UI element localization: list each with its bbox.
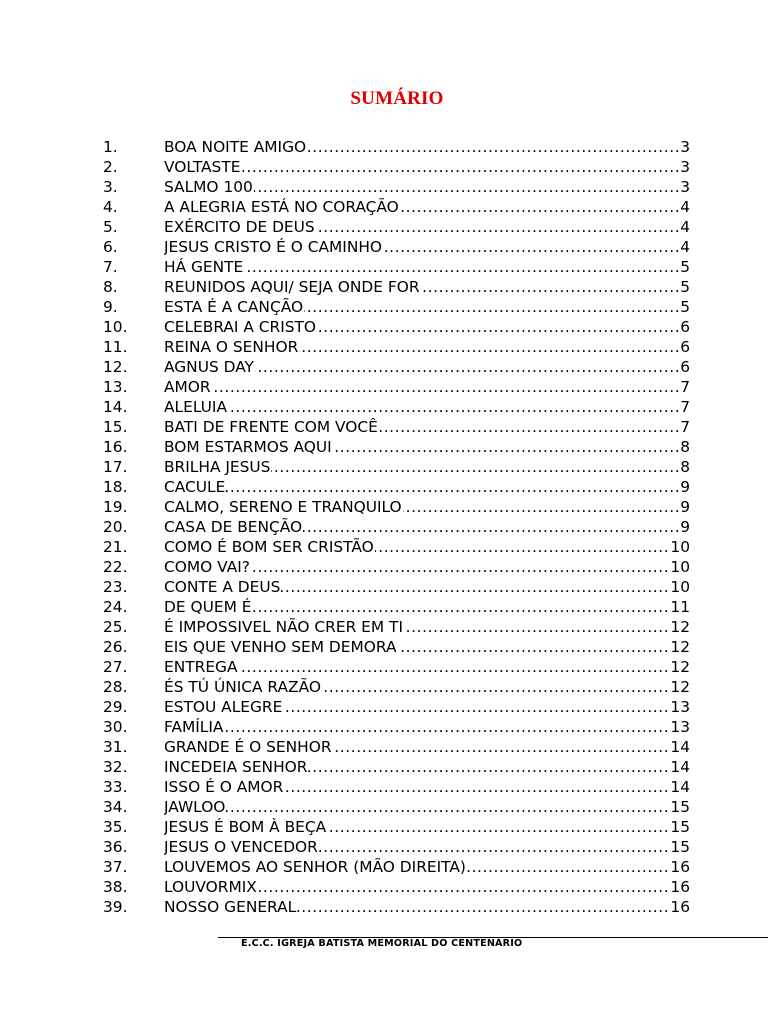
- dot-leader: [164, 377, 690, 397]
- toc-entry: [0, 177, 768, 197]
- toc-entry-page-number: 4: [680, 198, 690, 216]
- toc-entry-page-number: 4: [680, 218, 690, 236]
- toc-entry-line: [164, 617, 690, 637]
- toc-entry-title: BOM ESTARMOS AQUI: [164, 438, 332, 456]
- toc-entry-page-number: 12: [670, 638, 690, 656]
- toc-entry: [0, 877, 768, 897]
- toc-entry-title: INCEDEIA SENHOR: [164, 758, 308, 776]
- toc-entry-title: ÉS TÚ ÚNICA RAZÃO: [164, 678, 321, 696]
- toc-entry-page-number: 6: [680, 358, 690, 376]
- toc-entry-page-number: 3: [680, 178, 690, 196]
- toc-entry-number: 24.: [103, 598, 128, 616]
- toc-entry-number: 19.: [103, 498, 128, 516]
- toc-entry-number: 29.: [103, 698, 128, 716]
- toc-entry: [0, 497, 768, 517]
- toc-entry-title: ESTA É A CANÇÃO: [164, 298, 304, 316]
- toc-entry-title: AMOR: [164, 378, 211, 396]
- toc-entry-line: [164, 437, 690, 457]
- toc-entry: [0, 797, 768, 817]
- toc-entry-page-number: 10: [670, 538, 690, 556]
- toc-entry-page-number: 5: [680, 278, 690, 296]
- toc-entry-page-number: 16: [670, 878, 690, 896]
- toc-entry-page-number: 14: [670, 738, 690, 756]
- toc-entry-number: 25.: [103, 618, 128, 636]
- toc-entry-line: [164, 857, 690, 877]
- toc-entry-line: [164, 897, 690, 917]
- toc-entry: [0, 517, 768, 537]
- toc-entry: [0, 897, 768, 917]
- toc-entry-page-number: 12: [670, 678, 690, 696]
- toc-entry-title: DE QUEM É: [164, 598, 252, 616]
- toc-entry-line: [164, 277, 690, 297]
- toc-entry: [0, 137, 768, 157]
- toc-entry-line: [164, 357, 690, 377]
- toc-entry-title: GRANDE É O SENHOR: [164, 738, 332, 756]
- toc-entry-page-number: 4: [680, 238, 690, 256]
- toc-entry-title: BOA NOITE AMIGO: [164, 138, 307, 156]
- toc-entry: [0, 357, 768, 377]
- toc-entry: [0, 317, 768, 337]
- dot-leader: [164, 657, 690, 677]
- toc-entry-number: 33.: [103, 778, 128, 796]
- toc-entry: [0, 737, 768, 757]
- toc-entry-title: VOLTASTE: [164, 158, 241, 176]
- toc-entry-title: REUNIDOS AQUI/ SEJA ONDE FOR: [164, 278, 420, 296]
- toc-entry-title: CALMO, SERENO E TRANQUILO: [164, 498, 402, 516]
- toc-entry-page-number: 14: [670, 778, 690, 796]
- toc-entry-line: [164, 557, 690, 577]
- toc-entry-page-number: 13: [670, 718, 690, 736]
- toc-entry-title: ENTREGA: [164, 658, 238, 676]
- toc-entry: [0, 297, 768, 317]
- toc-entry: [0, 837, 768, 857]
- toc-entry-line: [164, 237, 690, 257]
- toc-entry-number: 15.: [103, 418, 128, 436]
- toc-entry-number: 39.: [103, 898, 128, 916]
- toc-entry-number: 14.: [103, 398, 128, 416]
- toc-entry-title: JESUS É BOM À BEÇA: [164, 818, 327, 836]
- toc-entry-line: [164, 877, 690, 897]
- toc-entry-title: EIS QUE VENHO SEM DEMORA: [164, 638, 397, 656]
- toc-entry: [0, 397, 768, 417]
- toc-entry-line: [164, 777, 690, 797]
- toc-entry-title: CONTE A DEUS: [164, 578, 281, 596]
- toc-entry-line: [164, 497, 690, 517]
- toc-entry-line: [164, 757, 690, 777]
- toc-entry-page-number: 15: [670, 798, 690, 816]
- toc-entry-title: BRILHA JESUS: [164, 458, 271, 476]
- toc-entry-page-number: 13: [670, 698, 690, 716]
- toc-entry-page-number: 9: [680, 478, 690, 496]
- toc-entry-page-number: 15: [670, 818, 690, 836]
- toc-entry-line: [164, 717, 690, 737]
- toc-entry-title: JESUS O VENCEDOR: [164, 838, 318, 856]
- toc-entry-page-number: 11: [670, 598, 690, 616]
- toc-entry-title: FAMÍLIA: [164, 718, 224, 736]
- toc-entry-number: 11.: [103, 338, 128, 356]
- toc-entry-page-number: 10: [670, 578, 690, 596]
- toc-entry-title: BATI DE FRENTE COM VOCÊ: [164, 418, 378, 436]
- toc-entry-number: 28.: [103, 678, 128, 696]
- toc-entry-title: ALELUIA: [164, 398, 227, 416]
- toc-entry-title: CACULE: [164, 478, 226, 496]
- toc-entry-line: [164, 597, 690, 617]
- toc-entry-line: [164, 817, 690, 837]
- toc-entry-number: 5.: [103, 218, 118, 236]
- toc-entry: [0, 377, 768, 397]
- toc-entry: [0, 597, 768, 617]
- toc-entry-number: 6.: [103, 238, 118, 256]
- toc-entry-number: 7.: [103, 258, 118, 276]
- toc-entry-page-number: 10: [670, 558, 690, 576]
- toc-entry-title: JESUS CRISTO É O CAMINHO: [164, 238, 383, 256]
- page-title: SUMÁRIO: [350, 88, 444, 109]
- toc-entry-number: 23.: [103, 578, 128, 596]
- toc-entry-line: [164, 677, 690, 697]
- toc-entry-number: 10.: [103, 318, 128, 336]
- dot-leader: [164, 797, 690, 817]
- toc-entry-number: 8.: [103, 278, 118, 296]
- toc-entry-number: 38.: [103, 878, 128, 896]
- toc-entry-page-number: 7: [680, 418, 690, 436]
- toc-entry-number: 4.: [103, 198, 118, 216]
- toc-entry-page-number: 12: [670, 658, 690, 676]
- toc-entry-line: [164, 137, 690, 157]
- toc-entry-number: 12.: [103, 358, 128, 376]
- toc-entry-title: COMO É BOM SER CRISTÃO: [164, 538, 374, 556]
- toc-entry: [0, 157, 768, 177]
- toc-entry-title: ISSO É O AMOR: [164, 778, 284, 796]
- toc-entry-title: LOUVORMIX: [164, 878, 257, 896]
- toc-entry: [0, 657, 768, 677]
- toc-entry-line: [164, 217, 690, 237]
- toc-entry-line: [164, 537, 690, 557]
- toc-entry-title: COMO VAI?: [164, 558, 250, 576]
- toc-entry-title: REINA O SENHOR: [164, 338, 299, 356]
- dot-leader: [164, 157, 690, 177]
- dot-leader: [164, 477, 690, 497]
- table-of-contents: [0, 137, 768, 917]
- toc-entry-title: JAWLOO: [164, 798, 226, 816]
- toc-entry-title: NOSSO GENERAL: [164, 898, 297, 916]
- toc-entry: [0, 777, 768, 797]
- toc-entry-line: [164, 177, 690, 197]
- toc-entry-line: [164, 317, 690, 337]
- toc-entry-page-number: 8: [680, 438, 690, 456]
- toc-entry: [0, 477, 768, 497]
- toc-entry: [0, 857, 768, 877]
- toc-entry-title: A ALEGRIA ESTÁ NO CORAÇÃO: [164, 198, 399, 216]
- toc-entry-number: 9.: [103, 298, 118, 316]
- toc-entry: [0, 417, 768, 437]
- toc-entry-title: É IMPOSSIVEL NÃO CRER EM TI: [164, 618, 403, 636]
- toc-entry-number: 32.: [103, 758, 128, 776]
- toc-entry-title: CASA DE BENÇÃO: [164, 518, 303, 536]
- toc-entry-line: [164, 417, 690, 437]
- toc-entry-number: 34.: [103, 798, 128, 816]
- toc-entry-line: [164, 337, 690, 357]
- toc-entry: [0, 197, 768, 217]
- toc-entry-title: SALMO 100: [164, 178, 253, 196]
- toc-entry-number: 1.: [103, 138, 118, 156]
- toc-entry-page-number: 16: [670, 858, 690, 876]
- toc-entry: [0, 337, 768, 357]
- toc-entry: [0, 757, 768, 777]
- toc-entry: [0, 617, 768, 637]
- toc-entry-page-number: 9: [680, 518, 690, 536]
- toc-entry-page-number: 14: [670, 758, 690, 776]
- toc-entry-number: 20.: [103, 518, 128, 536]
- toc-entry-number: 2.: [103, 158, 118, 176]
- toc-entry-line: [164, 397, 690, 417]
- toc-entry-number: 17.: [103, 458, 128, 476]
- toc-entry-page-number: 7: [680, 398, 690, 416]
- toc-entry-number: 36.: [103, 838, 128, 856]
- toc-entry: [0, 437, 768, 457]
- toc-entry-page-number: 5: [680, 258, 690, 276]
- toc-entry-page-number: 3: [680, 158, 690, 176]
- toc-entry-page-number: 12: [670, 618, 690, 636]
- toc-entry-line: [164, 517, 690, 537]
- toc-entry-line: [164, 457, 690, 477]
- dot-leader: [164, 397, 690, 417]
- toc-entry: [0, 717, 768, 737]
- toc-entry-number: 35.: [103, 818, 128, 836]
- toc-entry-page-number: 6: [680, 318, 690, 336]
- toc-entry-number: 30.: [103, 718, 128, 736]
- toc-entry-line: [164, 197, 690, 217]
- toc-entry-page-number: 5: [680, 298, 690, 316]
- page-footer: E.C.C. IGREJA BATISTA MEMORIAL DO CENTENÁRIO: [241, 938, 523, 949]
- toc-entry-title: CELEBRAI A CRISTO: [164, 318, 317, 336]
- toc-entry-page-number: 15: [670, 838, 690, 856]
- toc-entry-title: ESTOU ALEGRE: [164, 698, 283, 716]
- toc-entry-number: 26.: [103, 638, 128, 656]
- toc-entry-number: 21.: [103, 538, 128, 556]
- toc-entry-line: [164, 697, 690, 717]
- toc-entry-line: [164, 257, 690, 277]
- toc-entry-line: [164, 837, 690, 857]
- toc-entry-line: [164, 797, 690, 817]
- toc-entry-line: [164, 377, 690, 397]
- toc-entry-number: 18.: [103, 478, 128, 496]
- toc-entry: [0, 637, 768, 657]
- toc-entry-title: EXÉRCITO DE DEUS: [164, 218, 315, 236]
- toc-entry-title: LOUVEMOS AO SENHOR (MÃO DIREITA): [164, 858, 466, 876]
- toc-entry-number: 16.: [103, 438, 128, 456]
- toc-entry-number: 3.: [103, 178, 118, 196]
- toc-entry: [0, 257, 768, 277]
- toc-entry: [0, 537, 768, 557]
- toc-entry-number: 37.: [103, 858, 128, 876]
- toc-entry-line: [164, 477, 690, 497]
- toc-entry-title: HÁ GENTE: [164, 258, 244, 276]
- toc-entry: [0, 677, 768, 697]
- toc-entry-title: AGNUS DAY: [164, 358, 254, 376]
- toc-entry-page-number: 6: [680, 338, 690, 356]
- toc-entry: [0, 277, 768, 297]
- toc-entry-page-number: 9: [680, 498, 690, 516]
- toc-entry-page-number: 16: [670, 898, 690, 916]
- toc-entry-line: [164, 637, 690, 657]
- toc-entry-line: [164, 577, 690, 597]
- dot-leader: [164, 717, 690, 737]
- toc-entry: [0, 557, 768, 577]
- toc-entry-number: 13.: [103, 378, 128, 396]
- toc-entry-number: 27.: [103, 658, 128, 676]
- toc-entry-number: 31.: [103, 738, 128, 756]
- toc-entry-line: [164, 737, 690, 757]
- toc-entry: [0, 237, 768, 257]
- toc-entry-line: [164, 657, 690, 677]
- toc-entry-line: [164, 297, 690, 317]
- toc-entry: [0, 817, 768, 837]
- toc-entry-page-number: 3: [680, 138, 690, 156]
- toc-entry-page-number: 8: [680, 458, 690, 476]
- toc-entry: [0, 457, 768, 477]
- toc-entry: [0, 577, 768, 597]
- toc-entry-page-number: 7: [680, 378, 690, 396]
- toc-entry: [0, 697, 768, 717]
- toc-entry: [0, 217, 768, 237]
- toc-entry-number: 22.: [103, 558, 128, 576]
- toc-entry-line: [164, 157, 690, 177]
